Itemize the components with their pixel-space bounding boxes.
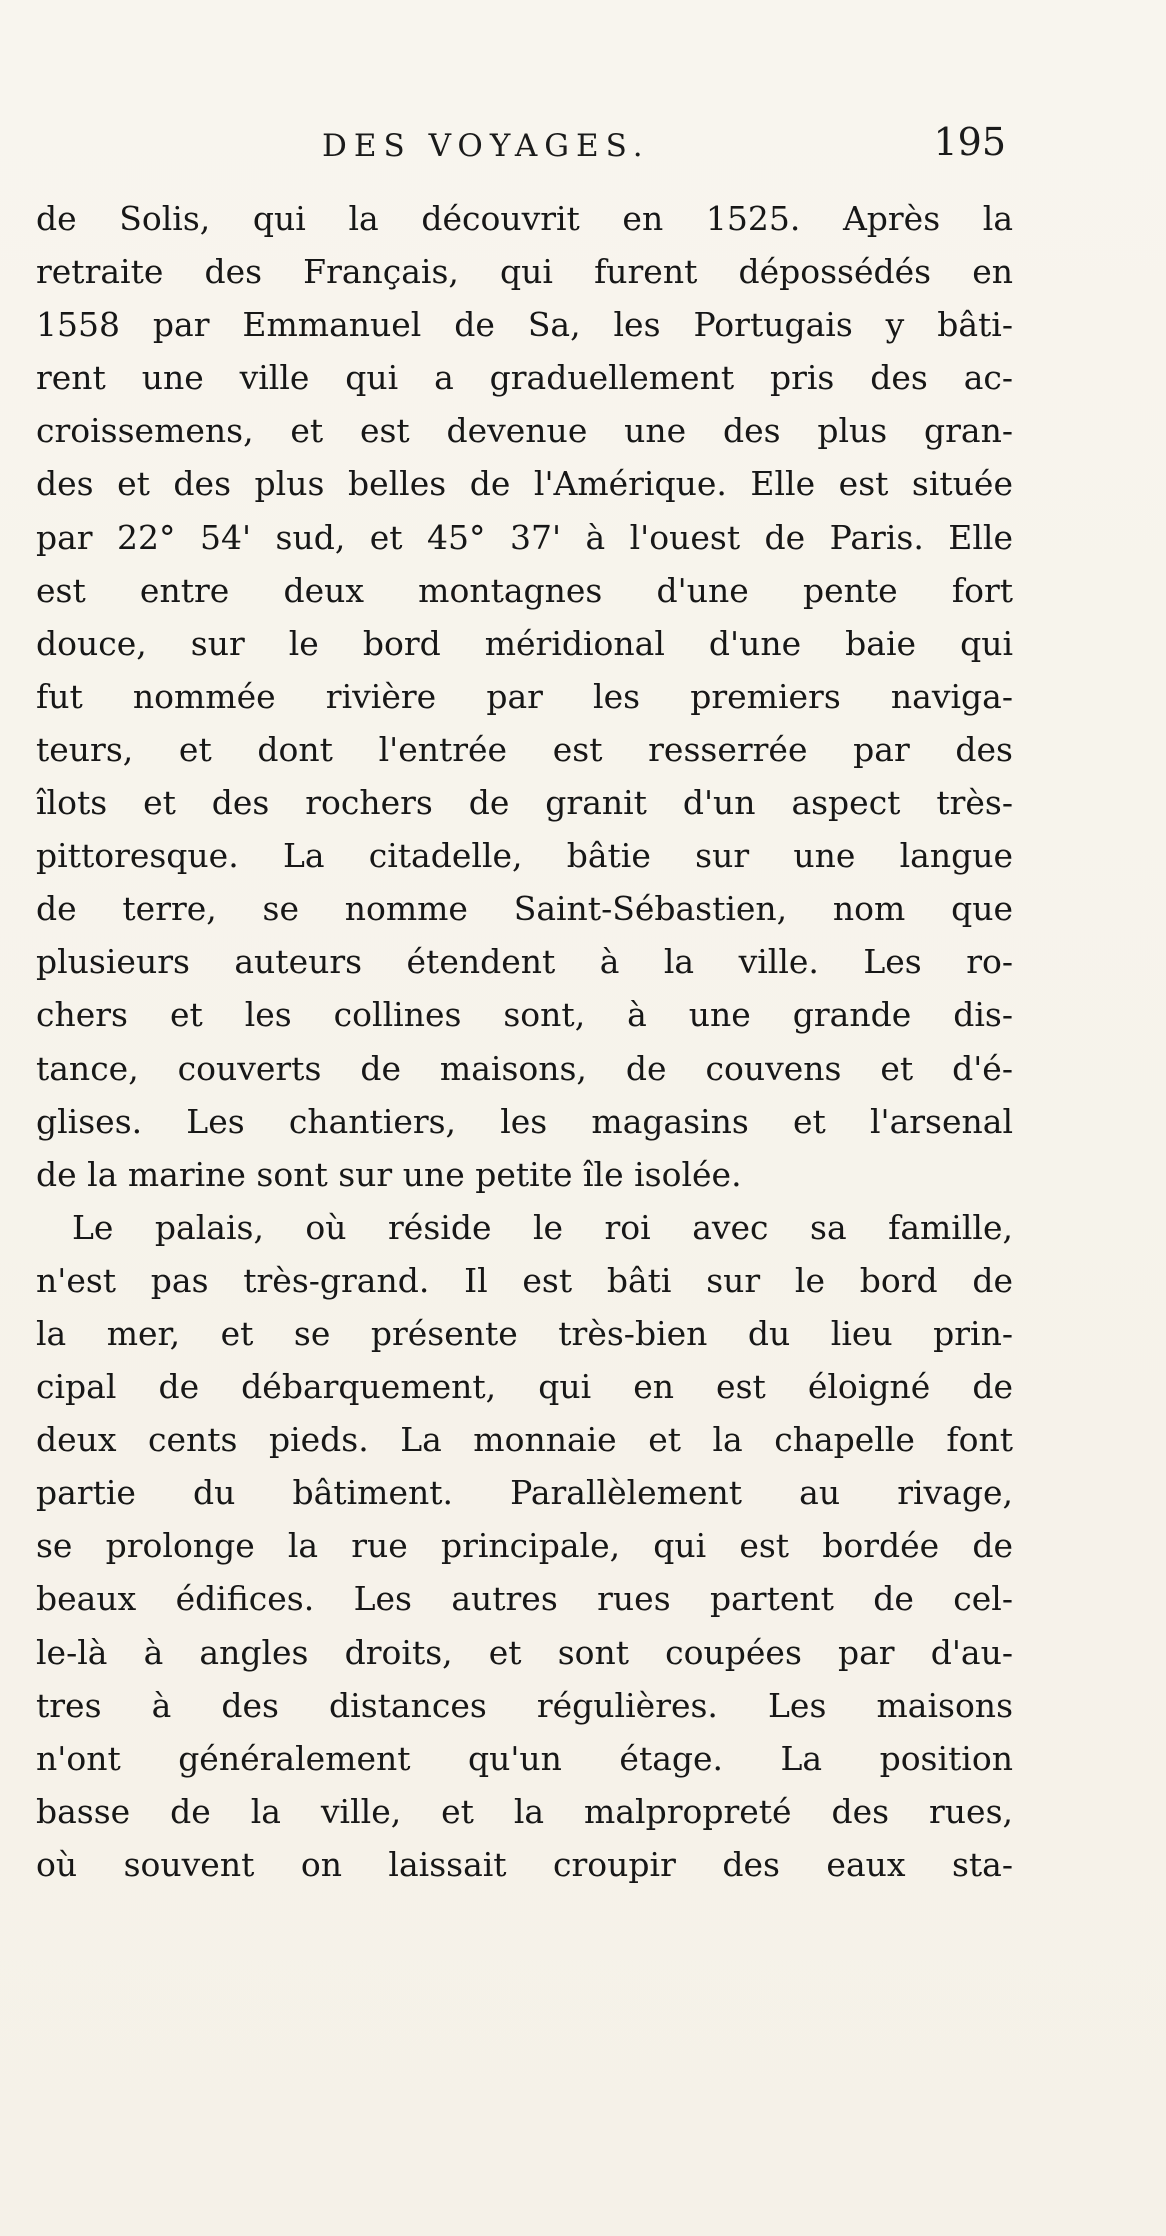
text-line: cipal de débarquement, qui en est éloigné de — [36, 1367, 1013, 1407]
text-line: Le palais, où réside le roi avec sa famille, — [72, 1207, 1013, 1247]
text-line: 1558 par Emmanuel de Sa, les Portugais y bâti- — [36, 305, 1013, 345]
text-line: fut nommée rivière par les premiers naviga- — [36, 676, 1013, 716]
text-line: deux cents pieds. La monnaie et la chapelle font — [36, 1420, 1013, 1460]
text-line: teurs, et dont l'entrée est resserrée par des — [36, 729, 1013, 769]
text-line: n'ont généralement qu'un étage. La position — [36, 1738, 1013, 1778]
running-head: DES VOYAGES. — [322, 128, 650, 164]
text-line: de la marine sont sur une petite île isolée. — [36, 1154, 742, 1194]
text-line: se prolonge la rue principale, qui est bordée de — [36, 1526, 1013, 1566]
text-line: tance, couverts de maisons, de couvens et d'é- — [36, 1048, 1013, 1088]
text-line: douce, sur le bord méridional d'une baie qui — [36, 623, 1013, 663]
text-line: des et des plus belles de l'Amérique. Elle est située — [36, 464, 1013, 504]
text-line: plusieurs auteurs étendent à la ville. Les ro- — [36, 942, 1013, 982]
text-line: chers et les collines sont, à une grande dis- — [36, 995, 1013, 1035]
text-line: est entre deux montagnes d'une pente fort — [36, 570, 1013, 610]
text-line: îlots et des rochers de granit d'un aspect très- — [36, 783, 1013, 823]
text-line: le-là à angles droits, et sont coupées par d'au- — [36, 1632, 1013, 1672]
body-text — [36, 192, 1013, 1891]
text-line: pittoresque. La citadelle, bâtie sur une langue — [36, 836, 1013, 876]
text-line: partie du bâtiment. Parallèlement au rivage, — [36, 1473, 1013, 1513]
text-line: beaux édifices. Les autres rues partent de cel- — [36, 1579, 1013, 1619]
page-number: 195 — [933, 120, 1006, 164]
text-line: glises. Les chantiers, les magasins et l'arsenal — [36, 1101, 1013, 1141]
text-line: rent une ville qui a graduellement pris des ac- — [36, 358, 1013, 398]
text-line: par 22° 54' sud, et 45° 37' à l'ouest de Paris. Elle — [36, 517, 1013, 557]
text-line: basse de la ville, et la malpropreté des rues, — [36, 1791, 1013, 1831]
text-line: de terre, se nomme Saint-Sébastien, nom que — [36, 889, 1013, 929]
text-line: de Solis, qui la découvrit en 1525. Après la — [36, 199, 1013, 238]
page-header — [0, 120, 1166, 180]
text-line: où souvent on laissait croupir des eaux sta- — [36, 1844, 1013, 1884]
text-line: n'est pas très-grand. Il est bâti sur le bord de — [36, 1260, 1013, 1300]
text-line: croissemens, et est devenue une des plus gran- — [36, 411, 1013, 451]
text-line: la mer, et se présente très-bien du lieu prin- — [36, 1313, 1013, 1353]
text-line: tres à des distances régulières. Les maisons — [36, 1685, 1013, 1725]
text-line: retraite des Français, qui furent dépossédés en — [36, 252, 1013, 292]
